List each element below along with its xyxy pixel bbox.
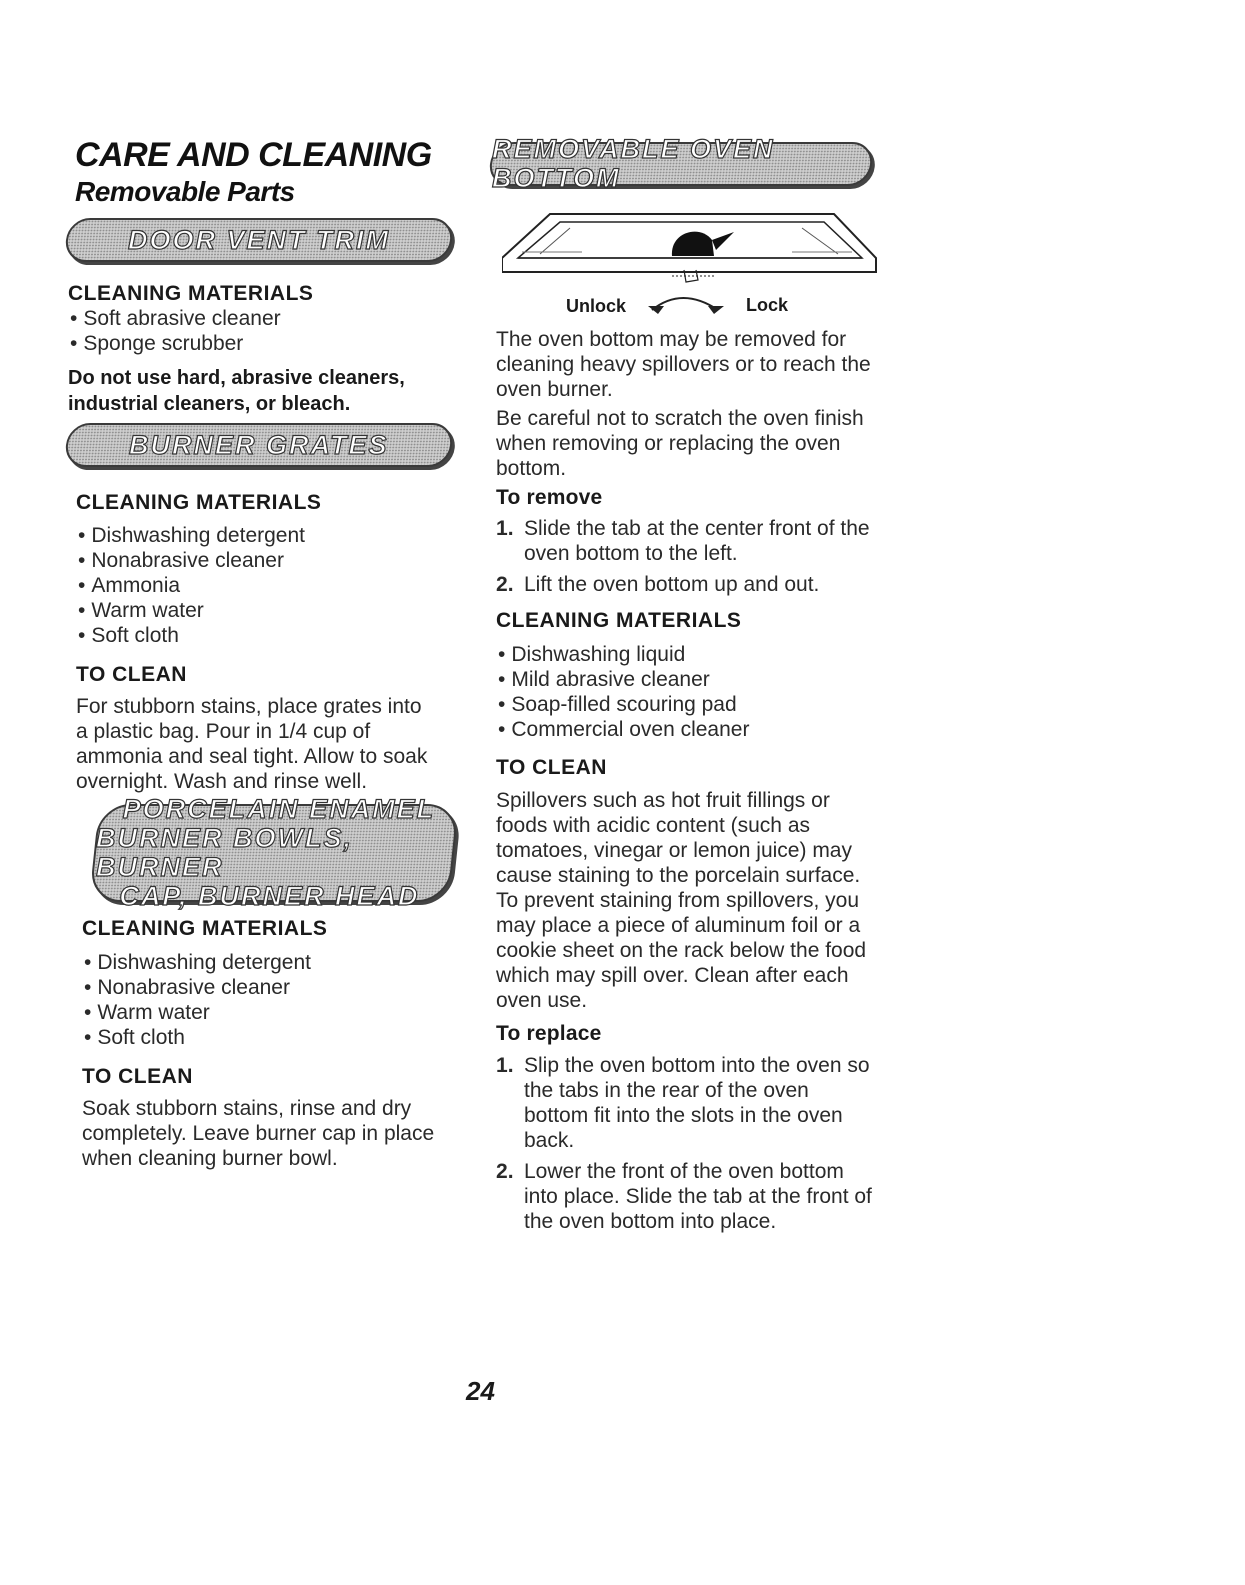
- list-item: • Sponge scrubber: [70, 331, 281, 356]
- list-item: • Dishwashing detergent: [78, 523, 305, 548]
- oven-bottom-materials-heading: CLEANING MATERIALS: [496, 609, 742, 632]
- remove-heading: To remove: [496, 486, 603, 509]
- porcelain-materials-list: [84, 950, 311, 1050]
- burner-grates-clean-heading: TO CLEAN: [76, 663, 187, 686]
- oven-bottom-intro-1: The oven bottom may be removed for cleaning heavy spillovers or to reach the oven burner.: [496, 328, 871, 401]
- burner-grates-clean-text: For stubborn stains, place grates into a plastic bag. Pour in 1/4 cup of ammonia and seal tight. Allow to soak overnight. Wash and rinse well.: [76, 695, 428, 793]
- door-vent-trim-banner: DOOR VENT TRIM: [64, 218, 455, 262]
- unlock-label: Unlock: [566, 296, 627, 316]
- oven-bottom-diagram: [502, 210, 878, 320]
- porcelain-clean-text: Soak stubborn stains, rinse and dry completely. Leave burner cap in place when cleaning burner bowl.: [82, 1097, 435, 1170]
- oven-bottom-intro-2: Be careful not to scratch the oven finish when removing or replacing the oven bottom.: [496, 407, 864, 480]
- burner-grates-materials-list: [78, 523, 305, 648]
- list-item: 2 . Lower the front of the oven bottom into place. Slide the tab at the front of the oven bottom into place.: [496, 1159, 874, 1234]
- list-item: • Soft cloth: [84, 1025, 311, 1050]
- oven-bottom-materials-list: [498, 642, 749, 742]
- list-item: • Dishwashing detergent: [84, 950, 311, 975]
- list-item: • Mild abrasive cleaner: [498, 667, 749, 692]
- list-item: • Soft cloth: [78, 623, 305, 648]
- list-item: • Nonabrasive cleaner: [78, 548, 305, 573]
- door-vent-materials-list: [70, 306, 281, 356]
- list-item: • Dishwashing liquid: [498, 642, 749, 667]
- porcelain-clean-heading: TO CLEAN: [82, 1065, 193, 1088]
- burner-grates-materials-heading: CLEANING MATERIALS: [76, 491, 322, 514]
- page-number: 24: [466, 1376, 495, 1406]
- porcelain-materials-heading: CLEANING MATERIALS: [82, 917, 328, 940]
- door-vent-materials-heading: CLEANING MATERIALS: [68, 282, 314, 305]
- removable-oven-bottom-banner: REMOVABLE OVEN BOTTOM: [488, 142, 875, 186]
- remove-steps: [496, 516, 870, 597]
- list-item: 1 . Slip the oven bottom into the oven so the tabs in the rear of the oven bottom fit into the slots in the oven back.: [496, 1053, 874, 1153]
- burner-grates-banner: BURNER GRATES: [64, 423, 455, 467]
- list-item: • Commercial oven cleaner: [498, 717, 749, 742]
- replace-heading: To replace: [496, 1022, 602, 1045]
- list-item: • Warm water: [84, 1000, 311, 1025]
- cleaner-warning: Do not use hard, abrasive cleaners, industrial cleaners, or bleach.: [68, 367, 405, 415]
- porcelain-banner: PORCELAIN ENAMEL BURNER BOWLS, BURNER CAP, BURNER HEAD: [89, 804, 459, 902]
- list-item: • Warm water: [78, 598, 305, 623]
- list-item: • Nonabrasive cleaner: [84, 975, 311, 1000]
- oven-bottom-clean-heading: TO CLEAN: [496, 756, 607, 779]
- list-item: 1 . Slide the tab at the center front of the oven bottom to the left.: [496, 516, 870, 566]
- page-subtitle: Removable Parts: [75, 176, 295, 207]
- list-item: • Soap-filled scouring pad: [498, 692, 749, 717]
- list-item: 2 . Lift the oven bottom up and out.: [496, 572, 870, 597]
- replace-steps: [496, 1053, 874, 1234]
- page-title: CARE AND CLEANING: [75, 136, 432, 174]
- list-item: • Soft abrasive cleaner: [70, 306, 281, 331]
- lock-label: Lock: [746, 295, 789, 315]
- list-item: • Ammonia: [78, 573, 305, 598]
- oven-bottom-clean-text: Spillovers such as hot fruit fillings or foods with acidic content (such as tomatoes, vinegar or lemon juice) may cause staining to the porcelain surface. To prevent staining from spillovers, you may place a piece of aluminum foil or a cookie sheet on the rack below the food which may spill over. Clean after each oven use.: [496, 789, 867, 1012]
